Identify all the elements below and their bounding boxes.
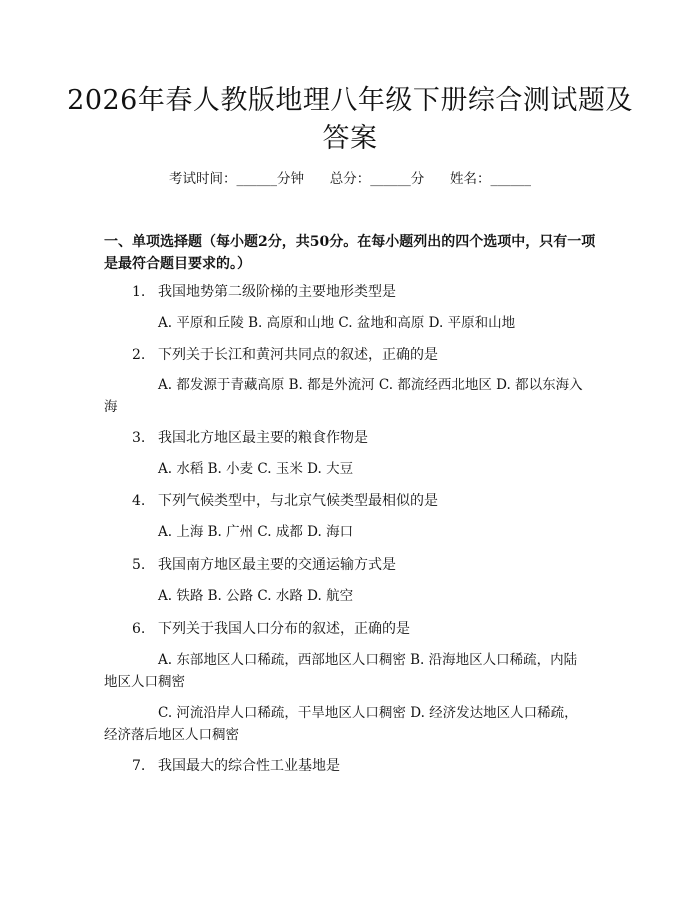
exam-meta-line <box>0 170 700 188</box>
question-stem: 下列关于我国人口分布的叙述，正确的是 <box>158 621 410 637</box>
question-1-options: A. 平原和丘陵 B. 高原和山地 C. 盆地和高原 D. 平原和山地 <box>158 315 516 331</box>
section-heading: 一、单项选择题（每小题2分，共50分。在每小题列出的四个选项中，只有一项是最符合题目要求的。） <box>104 234 596 272</box>
question-number: 7. <box>132 758 146 774</box>
total-score-blank: ______ <box>370 171 411 187</box>
question-5-options: A. 铁路 B. 公路 C. 水路 D. 航空 <box>158 588 354 604</box>
question-number: 5. <box>132 557 146 573</box>
question-number: 3. <box>132 430 146 446</box>
question-stem: 我国最大的综合性工业基地是 <box>158 758 340 774</box>
question-2 <box>132 345 602 365</box>
question-stem: 我国南方地区最主要的交通运输方式是 <box>158 557 396 573</box>
question-stem: 下列关于长江和黄河共同点的叙述，正确的是 <box>158 347 438 363</box>
question-1 <box>132 282 602 302</box>
question-number: 4. <box>132 493 146 509</box>
exam-time-unit: 分钟 <box>277 171 304 187</box>
question-number: 2. <box>132 347 146 363</box>
exam-time-label: 考试时间： <box>169 171 237 187</box>
student-name-label: 姓名： <box>450 171 491 187</box>
question-6-options-ab: A. 东部地区人口稀疏，西部地区人口稠密 B. 沿海地区人口稀疏，内陆地区人口稠密 <box>104 652 578 690</box>
student-name-blank: ______ <box>490 171 531 187</box>
question-6-options-cd: C. 河流沿岸人口稀疏，干旱地区人口稠密 D. 经济发达地区人口稀疏，经济落后地区人口稠密 <box>104 705 578 743</box>
question-6 <box>132 619 602 639</box>
total-score-unit: 分 <box>410 171 425 187</box>
question-3-options: A. 水稻 B. 小麦 C. 玉米 D. 大豆 <box>158 461 354 477</box>
question-5 <box>132 555 602 575</box>
question-stem: 下列气候类型中，与北京气候类型最相似的是 <box>158 493 438 509</box>
question-2-options: A. 都发源于青藏高原 B. 都是外流河 C. 都流经西北地区 D. 都以东海入海 <box>104 377 583 415</box>
total-score-label: 总分： <box>329 171 371 187</box>
question-stem: 我国地势第二级阶梯的主要地形类型是 <box>158 284 396 300</box>
question-4-options: A. 上海 B. 广州 C. 成都 D. 海口 <box>158 524 354 540</box>
document-title: 2026年春人教版地理八年级下册综合测试题及答案 <box>67 85 633 154</box>
question-7 <box>132 756 602 776</box>
question-number: 6. <box>132 621 146 637</box>
question-3 <box>132 428 602 448</box>
question-4 <box>132 491 602 511</box>
exam-time-blank: ______ <box>236 171 277 187</box>
question-stem: 我国北方地区最主要的粮食作物是 <box>158 430 368 446</box>
question-number: 1. <box>132 284 146 300</box>
